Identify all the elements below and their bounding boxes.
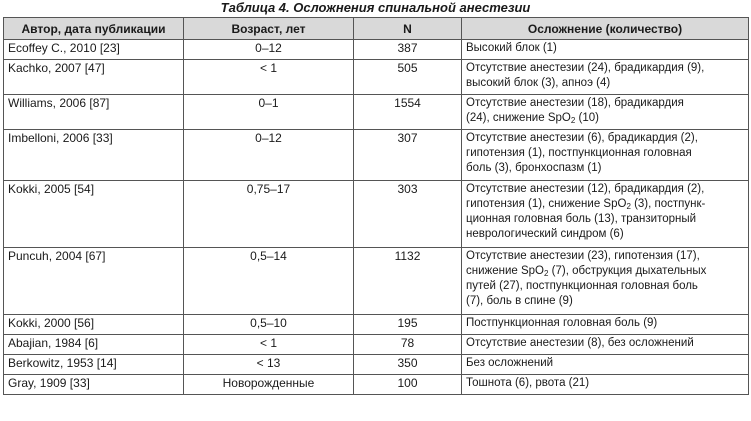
complication-line: (7), обструкция дыхательных [548, 265, 707, 277]
cell-author: Williams, 2006 [87] [4, 95, 184, 130]
subscript: 2 [570, 116, 576, 125]
cell-author: Kokki, 2000 [56] [4, 315, 184, 335]
table-row [4, 130, 749, 181]
table-row [4, 355, 749, 375]
complication-line: ционная головная боль (13), транзиторный [466, 213, 697, 225]
cell-age: < 13 [184, 355, 354, 375]
complication-line: боль (3), бронхоспазм (1) [466, 162, 602, 174]
complication-line: Отсутствие анестезии (8), без осложнений [466, 337, 694, 349]
table-row [4, 335, 749, 355]
cell-complication [462, 375, 749, 395]
subscript: 2 [544, 269, 549, 278]
header-age: Возраст, лет [184, 18, 354, 40]
complication-line: снижение SpO [466, 265, 544, 277]
table-row [4, 315, 749, 335]
complication-line: Тошнота (6), рвота (21) [466, 377, 590, 389]
table-caption: Таблица 4. Осложнения спинальной анестезии [220, 0, 531, 15]
cell-author: Puncuh, 2004 [67] [4, 248, 184, 315]
complication-line: Постпункционная головная боль (9) [466, 317, 658, 329]
complication-line: Отсутствие анестезии (23), гипотензия (17), [466, 250, 700, 262]
complication-line: (7), боль в спине (9) [466, 295, 573, 307]
cell-age: 0,75–17 [184, 181, 354, 248]
table-row [4, 181, 749, 248]
cell-age: < 1 [184, 60, 354, 95]
cell-author: Kokki, 2005 [54] [4, 181, 184, 248]
cell-age: Новорожденные [184, 375, 354, 395]
complication-line: гипотензия (1), постпункционная головная [466, 147, 692, 159]
header-row [4, 18, 749, 40]
cell-age: 0,5–10 [184, 315, 354, 335]
cell-age: < 1 [184, 335, 354, 355]
table-row [4, 95, 749, 130]
complication-line: Отсутствие анестезии (6), брадикардия (2), [466, 132, 698, 144]
cell-age: 0,5–14 [184, 248, 354, 315]
table-row [4, 248, 749, 315]
table-row [4, 375, 749, 395]
cell-complication [462, 181, 749, 248]
cell-author: Berkowitz, 1953 [14] [4, 355, 184, 375]
subscript: 2 [626, 202, 631, 211]
cell-author: Ecoffey C., 2010 [23] [4, 40, 184, 60]
cell-author: Imbelloni, 2006 [33] [4, 130, 184, 181]
cell-complication [462, 40, 749, 60]
cell-complication [462, 315, 749, 335]
cell-age: 0–1 [184, 95, 354, 130]
cell-complication [462, 130, 749, 181]
complication-line: путей (27), постпункционная головная боль [466, 280, 698, 292]
cell-complication [462, 335, 749, 355]
cell-n: 303 [354, 181, 462, 248]
cell-complication [462, 60, 749, 95]
cell-complication [462, 95, 749, 130]
complication-line: (24), снижение SpO [466, 112, 571, 124]
cell-n: 307 [354, 130, 462, 181]
cell-author: Gray, 1909 [33] [4, 375, 184, 395]
cell-n: 1554 [354, 95, 462, 130]
table-row [4, 40, 749, 60]
cell-n: 100 [354, 375, 462, 395]
cell-n: 387 [354, 40, 462, 60]
cell-n: 78 [354, 335, 462, 355]
cell-complication [462, 355, 749, 375]
complication-line: (10) [575, 112, 599, 124]
complication-line: Отсутствие анестезии (12), брадикардия (2), [466, 183, 705, 195]
complication-line: гипотензия (1), снижение SpO [466, 198, 627, 210]
complication-line: Отсутствие анестезии (24), брадикардия (9), [466, 62, 705, 74]
complication-line: неврологический синдром (6) [466, 228, 624, 240]
complications-table [3, 17, 749, 395]
cell-n: 505 [354, 60, 462, 95]
complication-line: (3), постпунк- [630, 198, 706, 210]
header-n: N [354, 18, 462, 40]
header-author: Автор, дата публикации [4, 18, 184, 40]
header-complication: Осложнение (количество) [462, 18, 749, 40]
cell-complication [462, 248, 749, 315]
complication-line: Отсутствие анестезии (18), брадикардия [466, 97, 684, 109]
cell-author: Abajian, 1984 [6] [4, 335, 184, 355]
cell-n: 195 [354, 315, 462, 335]
cell-age: 0–12 [184, 130, 354, 181]
complication-line: Высокий блок (1) [466, 42, 557, 54]
cell-author: Kachko, 2007 [47] [4, 60, 184, 95]
complication-line: Без осложнений [466, 357, 554, 369]
cell-n: 350 [354, 355, 462, 375]
cell-n: 1132 [354, 248, 462, 315]
cell-age: 0–12 [184, 40, 354, 60]
table-row [4, 60, 749, 95]
complication-line: высокий блок (3), апноэ (4) [466, 77, 611, 89]
